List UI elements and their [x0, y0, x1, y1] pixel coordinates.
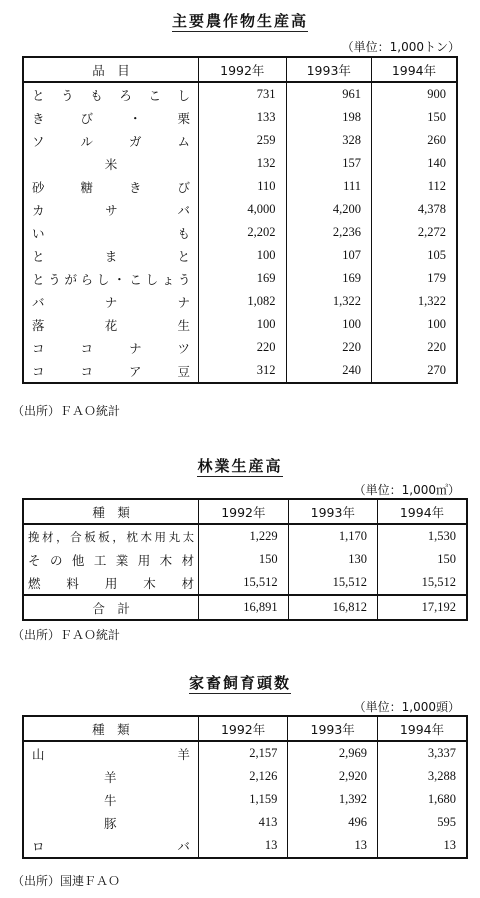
col-header-1993: 1993年: [288, 499, 377, 524]
livestock-source: （出所）国連ＦＡＯ: [12, 874, 121, 888]
cell-value: 2,126: [198, 765, 288, 788]
cell-value: 13: [288, 834, 378, 858]
cell-value: 220: [199, 336, 286, 359]
col-header-1992: 1992年: [199, 499, 288, 524]
table-row: [23, 741, 467, 765]
crops-unit: （単位：1,000トン）: [341, 40, 460, 54]
cell-value: 1,170: [288, 524, 377, 548]
cell-value: 13: [198, 834, 288, 858]
livestock-unit: （単位：1,000頭）: [353, 700, 460, 714]
cell-value: 100: [371, 313, 457, 336]
row-label: 落花生: [32, 317, 191, 333]
forestry-header-row: [23, 499, 467, 524]
row-label: 羊: [104, 769, 117, 785]
col-header-1994: 1994年: [371, 57, 457, 82]
table-row: [23, 765, 467, 788]
table-row: [23, 359, 457, 383]
row-label: 山羊: [32, 746, 190, 762]
cell-value: 133: [199, 106, 286, 129]
row-label: とうがらし・こしょう: [32, 271, 191, 287]
cell-value: 240: [286, 359, 371, 383]
row-label: ココア豆: [32, 363, 191, 379]
table-row: [23, 290, 457, 313]
cell-value: 1,322: [286, 290, 371, 313]
cell-value: 270: [371, 359, 457, 383]
table-row: [23, 834, 467, 858]
cell-value: 17,192: [378, 595, 467, 620]
row-label: とうもろこし: [32, 87, 191, 103]
table-row: [23, 106, 457, 129]
cell-value: 220: [371, 336, 457, 359]
crops-header-row: [23, 57, 457, 82]
cell-value: 16,891: [199, 595, 288, 620]
cell-value: 496: [288, 811, 378, 834]
table-row: [23, 82, 457, 106]
forestry-title: 林業生産高: [197, 457, 283, 475]
cell-value: 157: [286, 152, 371, 175]
col-header-1994: 1994年: [377, 716, 467, 741]
table-row: [23, 129, 457, 152]
cell-value: 1,082: [199, 290, 286, 313]
cell-value: 169: [199, 267, 286, 290]
row-label: とまと: [32, 248, 191, 264]
cell-value: 961: [286, 82, 371, 106]
cell-value: 13: [377, 834, 467, 858]
crops-table: [22, 56, 458, 384]
cell-value: 4,200: [286, 198, 371, 221]
crops-source: （出所）ＦＡＯ統計: [12, 404, 121, 418]
row-label: 牛: [104, 792, 117, 808]
cell-value: 2,969: [288, 741, 378, 765]
row-label: 挽材，合板板，枕木用丸太: [28, 529, 195, 544]
livestock-title: 家畜飼育頭数: [188, 674, 291, 692]
cell-value: 1,229: [199, 524, 288, 548]
cell-value: 110: [199, 175, 286, 198]
table-row: [23, 571, 467, 595]
cell-value: 4,000: [199, 198, 286, 221]
cell-value: 112: [371, 175, 457, 198]
cell-value: 140: [371, 152, 457, 175]
cell-value: 15,512: [199, 571, 288, 595]
cell-value: 2,236: [286, 221, 371, 244]
col-header-1992: 1992年: [199, 57, 286, 82]
cell-value: 1,392: [288, 788, 378, 811]
cell-value: 731: [199, 82, 286, 106]
cell-value: 413: [198, 811, 288, 834]
cell-value: 260: [371, 129, 457, 152]
cell-value: 150: [199, 548, 288, 571]
cell-value: 150: [378, 548, 467, 571]
row-label: バナナ: [32, 294, 191, 310]
table-row: [23, 524, 467, 548]
cell-value: 169: [286, 267, 371, 290]
col-header-type: 種 類: [23, 716, 198, 741]
cell-value: 15,512: [288, 571, 377, 595]
cell-value: 105: [371, 244, 457, 267]
cell-value: 259: [199, 129, 286, 152]
row-label: いも: [32, 225, 191, 241]
row-label: その他工業用木材: [28, 552, 195, 568]
cell-value: 130: [288, 548, 377, 571]
cell-value: 1,159: [198, 788, 288, 811]
cell-value: 3,337: [377, 741, 467, 765]
forestry-source: （出所）ＦＡＯ統計: [12, 628, 121, 642]
row-label: きび・栗: [32, 110, 191, 126]
cell-value: 16,812: [288, 595, 377, 620]
row-label: 砂糖きび: [32, 179, 191, 195]
table-row: [23, 313, 457, 336]
row-label: 燃料用木材: [28, 575, 195, 591]
row-label: ソルガム: [32, 133, 191, 149]
cell-value: 2,202: [199, 221, 286, 244]
col-header-type: 種 類: [23, 499, 199, 524]
row-label: 米: [104, 156, 118, 172]
cell-value: 150: [371, 106, 457, 129]
table-row: [23, 198, 457, 221]
crops-title: 主要農作物生産高: [171, 12, 308, 30]
cell-value: 2,272: [371, 221, 457, 244]
cell-value: 4,378: [371, 198, 457, 221]
cell-value: 595: [377, 811, 467, 834]
row-label: カサバ: [32, 202, 191, 218]
cell-value: 111: [286, 175, 371, 198]
table-row: [23, 811, 467, 834]
cell-value: 2,157: [198, 741, 288, 765]
cell-value: 132: [199, 152, 286, 175]
cell-value: 100: [199, 244, 286, 267]
col-header-item: 品 目: [23, 57, 199, 82]
col-header-1994: 1994年: [378, 499, 467, 524]
forestry-table: [22, 498, 468, 621]
cell-value: 1,530: [378, 524, 467, 548]
table-row: [23, 175, 457, 198]
cell-value: 100: [199, 313, 286, 336]
table-row: [23, 336, 457, 359]
row-label: ココナツ: [32, 340, 191, 356]
table-row: [23, 267, 457, 290]
table-row: [23, 788, 467, 811]
col-header-1992: 1992年: [198, 716, 288, 741]
cell-value: 1,680: [377, 788, 467, 811]
col-header-1993: 1993年: [288, 716, 378, 741]
total-label: 合 計: [23, 595, 199, 620]
cell-value: 100: [286, 313, 371, 336]
cell-value: 179: [371, 267, 457, 290]
cell-value: 198: [286, 106, 371, 129]
livestock-header-row: [23, 716, 467, 741]
col-header-1993: 1993年: [286, 57, 371, 82]
cell-value: 328: [286, 129, 371, 152]
row-label: 豚: [104, 815, 117, 831]
cell-value: 900: [371, 82, 457, 106]
cell-value: 2,920: [288, 765, 378, 788]
cell-value: 15,512: [378, 571, 467, 595]
cell-value: 3,288: [377, 765, 467, 788]
table-row: [23, 152, 457, 175]
cell-value: 1,322: [371, 290, 457, 313]
table-row: [23, 548, 467, 571]
table-row: [23, 244, 457, 267]
cell-value: 107: [286, 244, 371, 267]
total-row: [23, 595, 467, 620]
forestry-unit: （単位：1,000㎥）: [353, 483, 460, 497]
cell-value: 220: [286, 336, 371, 359]
cell-value: 312: [199, 359, 286, 383]
table-row: [23, 221, 457, 244]
row-label: ロバ: [32, 838, 190, 854]
livestock-table: [22, 715, 468, 859]
